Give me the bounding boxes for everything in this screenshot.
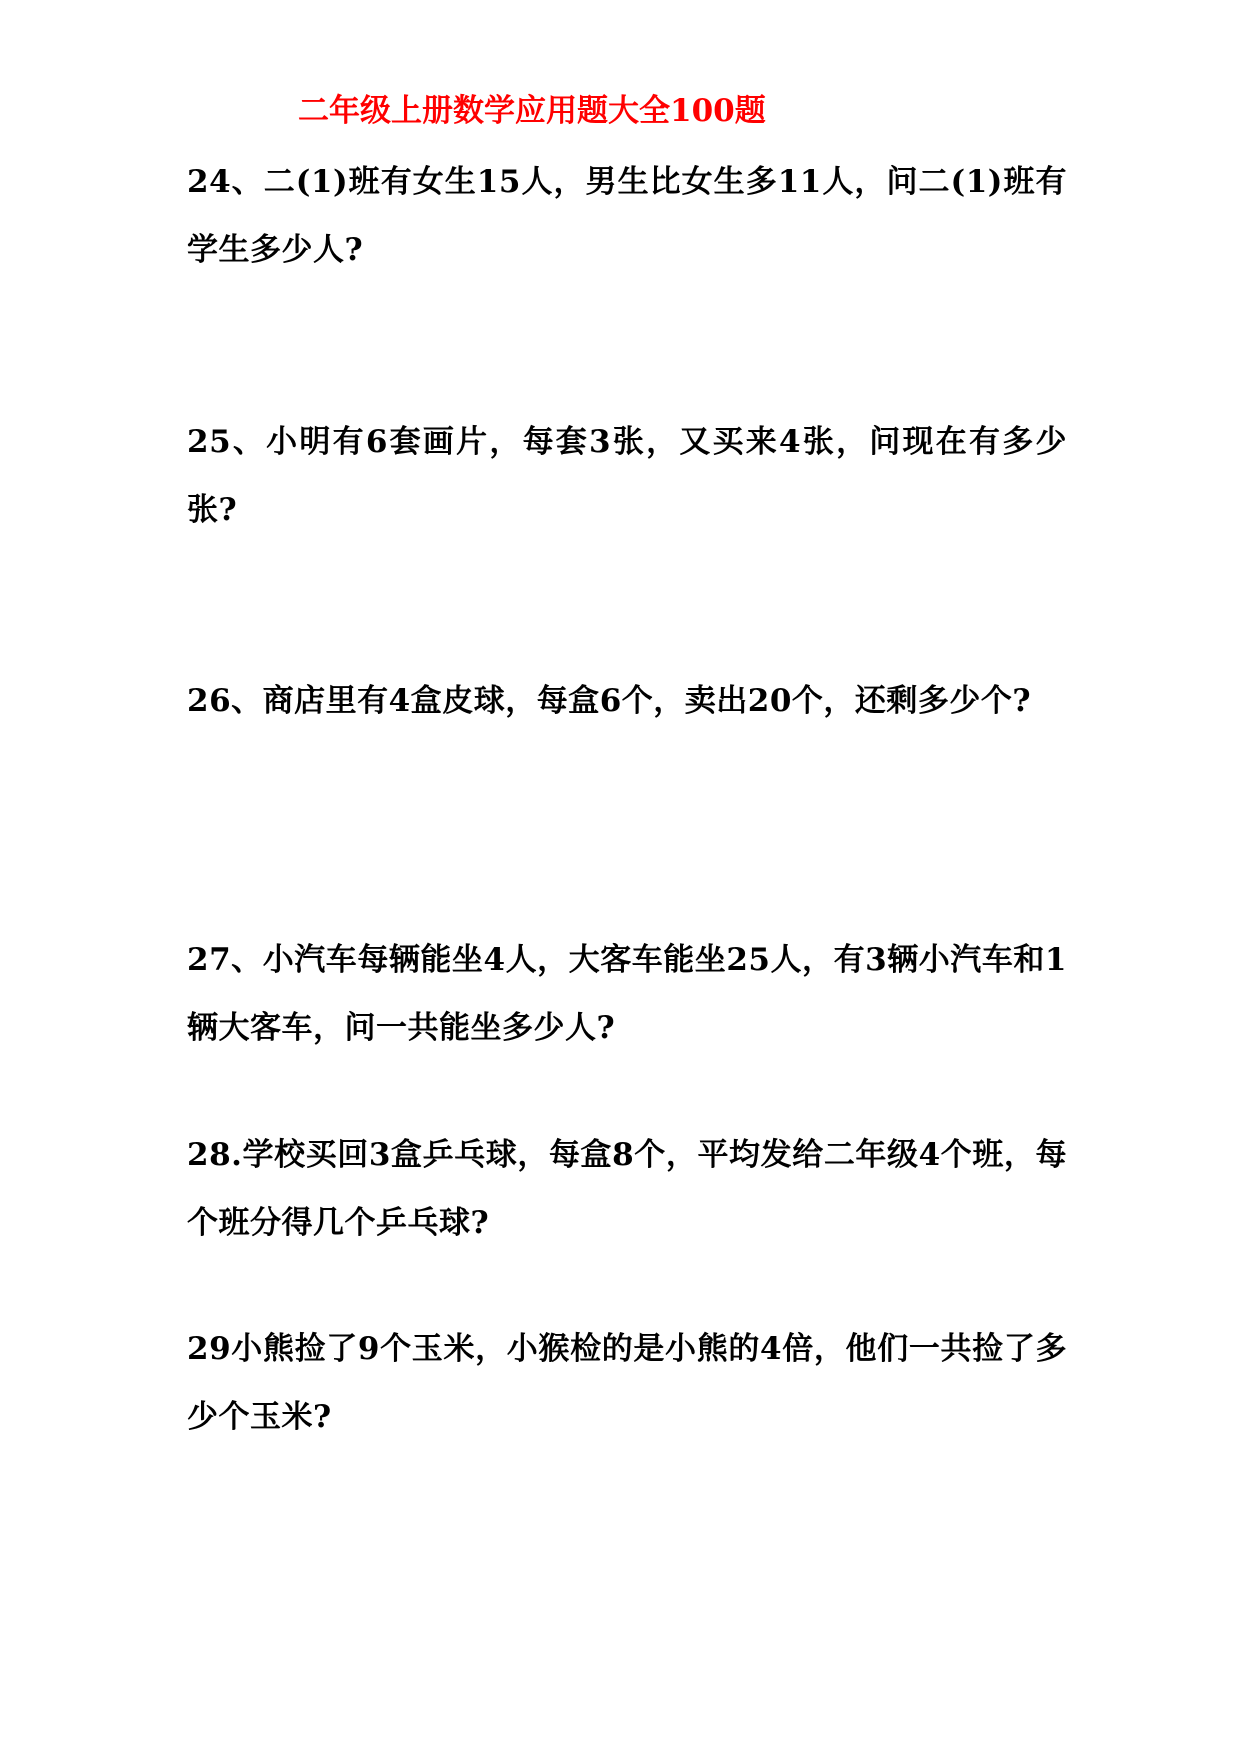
problem-29: 29小熊捡了9个玉米，小猴检的是小熊的4倍，他们一共捡了多少个玉米?	[187, 1331, 1067, 1435]
problem-27: 27、小汽车每辆能坐4人，大客车能坐25人，有3辆小汽车和1辆大客车，问一共能坐多少人?	[187, 942, 1067, 1046]
problem-24: 24、二(1)班有女生15人，男生比女生多11人，问二(1)班有学生多少人?	[187, 164, 1067, 268]
problem-25: 25、小明有6套画片，每套3张，又买来4张，问现在有多少张?	[187, 424, 1067, 528]
page-title: 二年级上册数学应用题大全100题	[298, 93, 766, 129]
problem-26: 26、商店里有4盒皮球，每盒6个，卖出20个，还剩多少个?	[187, 683, 1032, 719]
problem-28: 28.学校买回3盒乒乓球，每盒8个，平均发给二年级4个班，每个班分得几个乒乓球?	[187, 1137, 1067, 1241]
